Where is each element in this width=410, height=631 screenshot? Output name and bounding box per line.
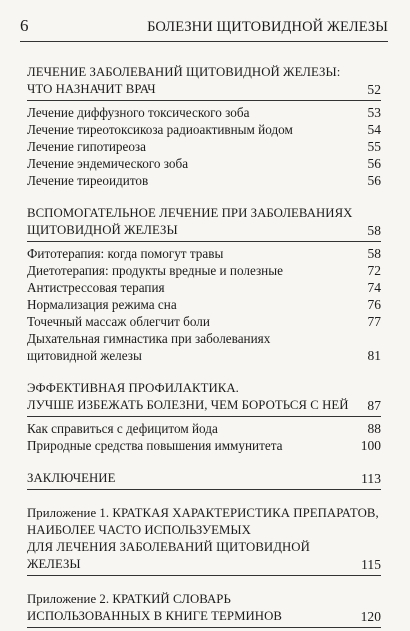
- section-rule: [27, 575, 381, 576]
- toc-entry: Лечение эндемического зоба 56: [27, 156, 381, 171]
- toc-section-title: ДЛЯ ЛЕЧЕНИЯ ЗАБОЛЕВАНИЙ ЩИТОВИДНОЙ ЖЕЛЕЗЫ 115: [27, 540, 381, 572]
- header-rule: [20, 41, 388, 42]
- toc-section-title: ЩИТОВИДНОЙ ЖЕЛЕЗЫ 58: [27, 223, 381, 238]
- toc-entry: Как справиться с дефицитом йода 88: [27, 421, 381, 436]
- toc-entry: Лечение тиреотоксикоза радиоактивным йодом 54: [27, 122, 381, 137]
- toc-section-title: ЧТО НАЗНАЧИТ ВРАЧ 52: [27, 82, 381, 97]
- section-rule: [27, 100, 381, 101]
- toc-section-title: ЗАКЛЮЧЕНИЕ 113: [27, 471, 381, 486]
- toc-entry: Лечение диффузного токсического зоба 53: [27, 105, 381, 120]
- toc-entry: Лечение гипотиреоза 55: [27, 139, 381, 154]
- toc-section-title: Приложение 1. КРАТКАЯ ХАРАКТЕРИСТИКА ПРЕПАРАТОВ,: [27, 506, 379, 520]
- toc-entry: Природные средства повышения иммунитета 100: [27, 438, 381, 453]
- toc-section-title: Приложение 2. КРАТКИЙ СЛОВАРЬ: [27, 592, 231, 606]
- section-rule: [27, 627, 381, 628]
- table-of-contents: [27, 64, 381, 631]
- toc-page-number: 120: [360, 609, 381, 624]
- section-rule: [27, 416, 381, 417]
- toc-entry: щитовидной железы 81: [27, 348, 381, 363]
- toc-entry: Нормализация режима сна 76: [27, 297, 381, 312]
- toc-section-title: ИСПОЛЬЗОВАННЫХ В КНИГЕ ТЕРМИНОВ 120: [27, 609, 381, 624]
- toc-section-title: ЭФФЕКТИВНАЯ ПРОФИЛАКТИКА.: [27, 381, 239, 395]
- running-title: БОЛЕЗНИ ЩИТОВИДНОЙ ЖЕЛЕЗЫ: [147, 19, 388, 35]
- section-rule: [27, 241, 381, 242]
- spacer: [27, 189, 381, 205]
- toc-section-title: ЛЕЧЕНИЕ ЗАБОЛЕВАНИЙ ЩИТОВИДНОЙ ЖЕЛЕЗЫ:: [27, 65, 341, 79]
- toc-page-number: 58: [367, 223, 381, 238]
- toc-entry: Фитотерапия: когда помогут травы 58: [27, 246, 381, 261]
- toc-section-title: НАИБОЛЕЕ ЧАСТО ИСПОЛЬЗУЕМЫХ: [27, 523, 251, 537]
- toc-page-number: 115: [361, 557, 381, 572]
- spacer: [27, 454, 381, 470]
- page-number: 6: [20, 16, 29, 35]
- toc-entry: Антистрессовая терапия 74: [27, 280, 381, 295]
- spacer: [27, 493, 381, 505]
- toc-entry: Дыхательная гимнастика при заболеваниях: [27, 331, 271, 346]
- toc-entry: Диетотерапия: продукты вредные и полезные 72: [27, 263, 381, 278]
- spacer: [27, 364, 381, 380]
- spacer: [27, 579, 381, 591]
- toc-section-title: ЛУЧШЕ ИЗБЕЖАТЬ БОЛЕЗНИ, ЧЕМ БОРОТЬСЯ С НЕЙ 87: [27, 398, 381, 413]
- toc-page-number: 52: [367, 82, 381, 97]
- toc-section-title: ВСПОМОГАТЕЛЬНОЕ ЛЕЧЕНИЕ ПРИ ЗАБОЛЕВАНИЯХ: [27, 206, 353, 220]
- toc-entry: Лечение тиреоидитов 56: [27, 173, 381, 188]
- page-header: [20, 16, 388, 38]
- toc-page-number: 113: [361, 471, 381, 486]
- toc-entry: Точечный массаж облегчит боли 77: [27, 314, 381, 329]
- section-rule: [27, 489, 381, 490]
- toc-page-number: 87: [367, 398, 381, 413]
